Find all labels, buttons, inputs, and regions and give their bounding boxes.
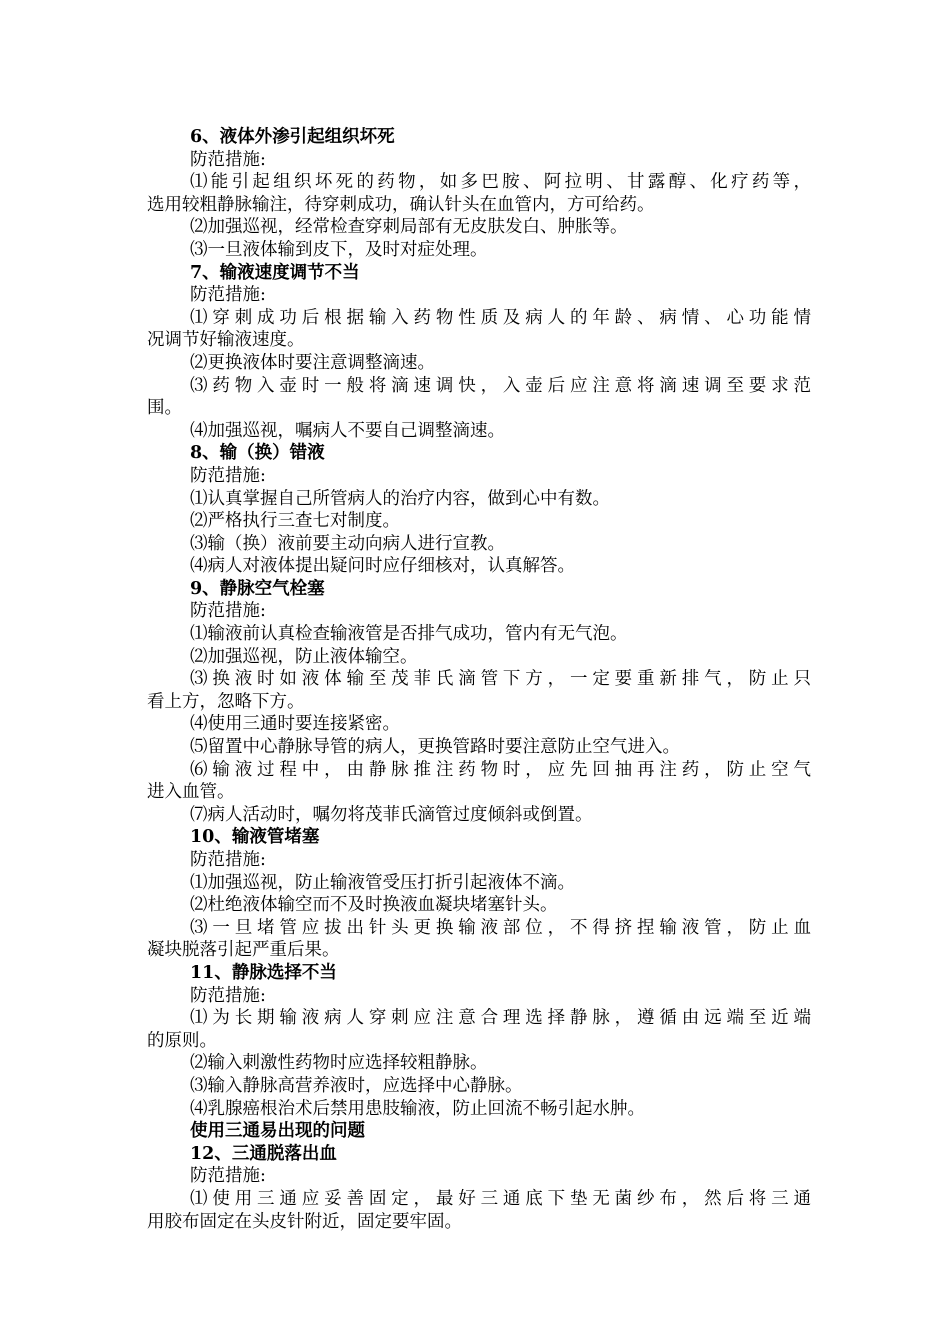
measures-label: 防范措施: — [190, 465, 266, 486]
section-heading: 9、静脉空气栓塞 — [190, 578, 325, 599]
measure-item: ⑵更换液体时要注意调整滴速。 — [190, 352, 435, 373]
measure-item-continuation: 进入血管。 — [147, 782, 235, 803]
measure-item-continuation: 看上方，忽略下方。 — [147, 691, 305, 712]
measure-item: ⑺病人活动时，嘱勿将茂菲氏滴管过度倾斜或倒置。 — [190, 804, 593, 825]
measure-item-continuation: 围。 — [147, 398, 182, 419]
document-page — [147, 126, 811, 1233]
measure-item: ⑵输入刺激性药物时应选择较粗静脉。 — [190, 1053, 488, 1074]
measure-item: ⑶一旦堵管应拔出针头更换输液部位，不得挤捏输液管，防止血 — [190, 917, 811, 938]
measure-item: ⑸留置中心静脉导管的病人，更换管路时要注意防止空气进入。 — [190, 737, 680, 758]
measure-item: ⑴穿刺成功后根据输入药物性质及病人的年龄、病情、心功能情 — [190, 307, 811, 328]
section-heading: 10、输液管堵塞 — [190, 827, 320, 848]
measures-label: 防范措施: — [190, 601, 266, 622]
measure-item-continuation: 的原则。 — [147, 1030, 217, 1051]
measure-item: ⑴使用三通应妥善固定，最好三通底下垫无菌纱布，然后将三通 — [190, 1188, 811, 1209]
measure-item: ⑷乳腺癌根治术后禁用患肢输液，防止回流不畅引起水肿。 — [190, 1098, 645, 1119]
measure-item-continuation: 凝块脱落引起严重后果。 — [147, 940, 340, 961]
measure-item: ⑵加强巡视，防止液体输空。 — [190, 646, 418, 667]
measure-item: ⑴加强巡视，防止输液管受压打折引起液体不滴。 — [190, 872, 575, 893]
section-heading: 8、输（换）错液 — [190, 443, 325, 464]
measure-item: ⑴为长期输液病人穿刺应注意合理选择静脉，遵循由远端至近端 — [190, 1008, 811, 1029]
measure-item: ⑴能引起组织坏死的药物，如多巴胺、阿拉明、甘露醇、化疗药等， — [190, 172, 811, 193]
measures-label: 防范措施: — [190, 1166, 266, 1187]
measure-item: ⑷使用三通时要连接紧密。 — [190, 714, 400, 735]
measure-item-continuation: 况调节好输液速度。 — [147, 330, 305, 351]
measure-item: ⑶输（换）液前要主动向病人进行宣教。 — [190, 533, 505, 554]
measure-item: ⑹输液过程中，由静脉推注药物时，应先回抽再注药，防止空气 — [190, 759, 811, 780]
measure-item: ⑶输入静脉高营养液时，应选择中心静脉。 — [190, 1075, 523, 1096]
measure-item: ⑶药物入壶时一般将滴速调快，入壶后应注意将滴速调至要求范 — [190, 375, 811, 396]
measure-item: ⑵杜绝液体输空而不及时换液血凝块堵塞针头。 — [190, 895, 558, 916]
measures-label: 防范措施: — [190, 285, 266, 306]
measure-item: ⑴输液前认真检查输液管是否排气成功，管内有无气泡。 — [190, 624, 628, 645]
section-heading: 6、液体外渗引起组织坏死 — [190, 127, 395, 147]
measure-item-continuation: 选用较粗静脉输注，待穿刺成功，确认针头在血管内，方可给药。 — [147, 194, 655, 215]
measure-item: ⑵严格执行三查七对制度。 — [190, 511, 400, 532]
measure-item: ⑷病人对液体提出疑问时应仔细核对，认真解答。 — [190, 556, 575, 577]
measure-item: ⑷加强巡视，嘱病人不要自己调整滴速。 — [190, 420, 505, 441]
measures-label: 防范措施: — [190, 985, 266, 1006]
measures-label: 防范措施: — [190, 850, 266, 870]
section-heading: 使用三通易出现的问题 — [190, 1121, 365, 1142]
section-heading: 12、三通脱落出血 — [190, 1143, 337, 1164]
measure-item-continuation: 用胶布固定在头皮针附近，固定要牢固。 — [147, 1211, 462, 1232]
section-heading: 11、静脉选择不当 — [190, 962, 337, 983]
measures-label: 防范措施: — [190, 149, 266, 170]
measure-item: ⑴认真掌握自己所管病人的治疗内容，做到心中有数。 — [190, 488, 610, 509]
measure-item: ⑶换液时如液体输至茂菲氏滴管下方，一定要重新排气，防止只 — [190, 669, 811, 690]
section-heading: 7、输液速度调节不当 — [190, 262, 360, 283]
measure-item: ⑶一旦液体输到皮下，及时对症处理。 — [190, 239, 488, 260]
measure-item: ⑵加强巡视，经常检查穿刺局部有无皮肤发白、肿胀等。 — [190, 217, 628, 238]
